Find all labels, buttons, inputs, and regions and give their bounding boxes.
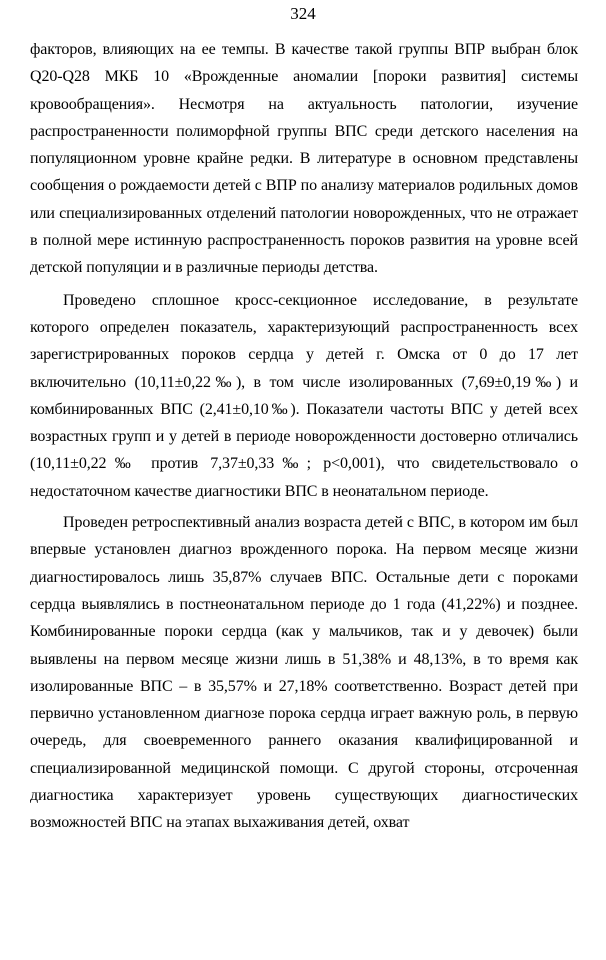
page-number: 324 xyxy=(290,4,316,23)
paragraph-retrospective-analysis: Проведен ретроспективный анализ возраста детей с ВПС, в котором им был впервые установлен диагноз врожденного порока. На первом месяце жизни диагностировалось лишь 35,87% случаев ВПС. Остальные дети с пороками сердца выявлялись в постнеонатальном периоде до 1 года (41,22%) и позднее. Комбинированные пороки сердца (как у мальчиков, так и у девочек) были выявлены на первом месяце жизни лишь в 51,38% и 48,13%, в то время как изолированные ВПС – в 35,57% и 27,18% соответственно. Возраст детей при первично установленном диагнозе порока сердца играет важную роль, в первую очередь, для своевременного раннего оказания квалифицированной и специализированной медицинской помощи. С другой стороны, отсроченная диагностика характеризует уровень существующих диагностических возможностей ВПС на этапах выхаживания детей, охват xyxy=(30,514,578,832)
paragraph-continuation: факторов, влияющих на ее темпы. В качестве такой группы ВПР выбран блок Q20-Q28 МКБ 10 «Врожденные аномалии [пороки развития] системы кровообращения». Несмотря на актуальность патологии, изучение распространенности полиморфной группы ВПС среди детского населения на популяционном уровне крайне редки. В литературе в основном представлены сообщения о рождаемости детей с ВПР по анализу материалов родильных домов или специализированных отделений патологии новорожденных, что не отражает в полной мере истинную распространенность пороков развития на уровне всей детской популяции и в различные периоды детства. xyxy=(30,41,578,277)
body-text xyxy=(30,36,578,837)
paragraph-cross-sectional-study: Проведено сплошное кросс-секционное исследование, в результате которого определен показатель, характеризующий распространенность всех зарегистрированных пороков сердца у детей г. Омска от 0 до 17 лет включительно (10,11±0,22‰), в том числе изолированных (7,69±0,19‰) и комбинированных ВПС (2,41±0,10‰). Показатели частоты ВПС у детей всех возрастных групп и у детей в периоде новорожденности достоверно отличались (10,11±0,22‰ против 7,37±0,33‰; р<0,001), что свидетельствовало о недостаточном качестве диагностики ВПС в неонатальном периоде. xyxy=(30,291,578,500)
